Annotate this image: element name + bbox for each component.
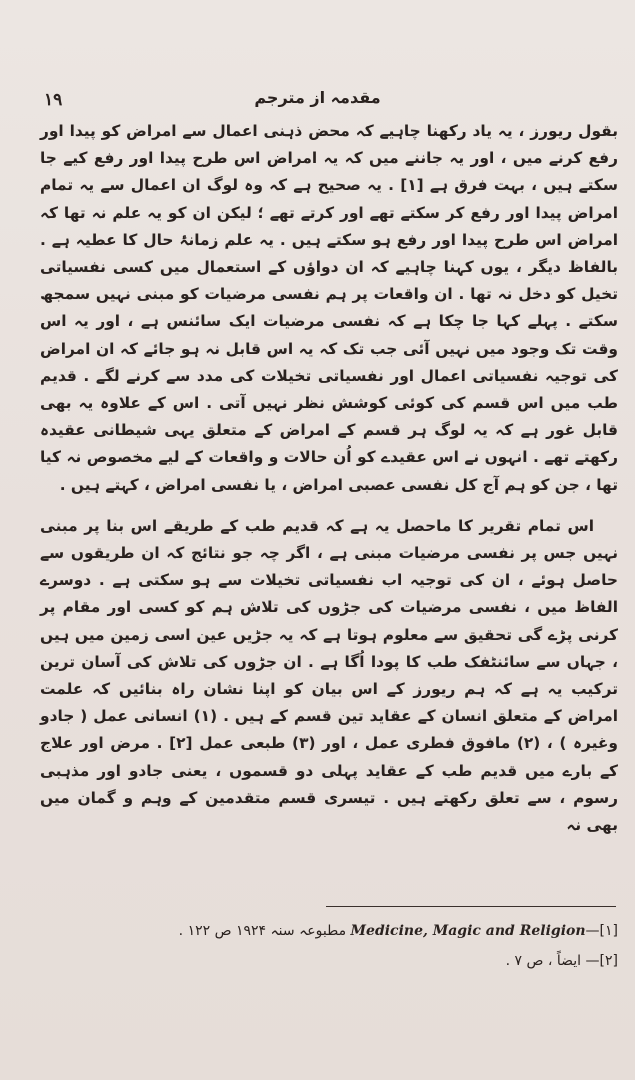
footnote-detail: ایضاً ، ص ۷ .	[505, 953, 582, 969]
page-header	[30, 86, 605, 112]
paragraph-2: اس تمام تقریر کا ماحصل یہ ہے کہ قدیم طب کے طریقے اس بنا پر مبنی نہیں جس پر نفسی مرضیات مبنی ہے ، اگر چہ جو نتائج کہ ان طریقوں سے حاصل ہوئے ، ان کی توجیہ اب نفسیاتی تخیلات سے ہو سکتی ہے . دوسرے الفاظ میں ، نفسی مرضیات کی جڑوں کی تلاش ہم کو کسی اور مقام پر کرنی پڑے گی تحقیق سے معلوم ہوتا ہے کہ یہ جڑیں عین اسی زمین میں ہیں ، جہاں سے سائنٹفک طب کا پودا اُگا ہے . ان جڑوں کی تلاش کی آسان ترین ترکیب یہ ہے کہ ہم ریورز کے اس بیان کو اپنا نشان راہ بنائیں کہ علمت امراض کے متعلق انسان کے عقاید تین قسم کے ہیں . (۱) انسانی عمل ( جادو وغیرہ ) ، (۲) مافوق فطری عمل ، اور (۳) طبعی عمل [۲] . مرض اور علاج کے بارے میں قدیم طب کے عقاید پہلی دو قسموں ، یعنی جادو اور مذہبی رسوم ، سے تعلق رکھتے ہیں . تیسری قسم متقدمین کے وہم و گمان میں بھی نہ	[40, 516, 619, 835]
footnote-2	[40, 946, 618, 976]
footnote-1	[40, 916, 618, 946]
running-title: مقدمہ از مترجم	[254, 88, 381, 107]
footnote-detail: مطبوعہ سنہ ۱۹۲۴ ص ۱۲۲ .	[178, 923, 347, 939]
page-number: ۱۹	[44, 90, 63, 110]
body-text	[40, 118, 618, 839]
footnote-marker: [۲]—	[585, 953, 618, 969]
footnote-book-title: Medicine, Magic and Religion	[350, 923, 586, 939]
paragraph-1: بقول ریورز ، یہ یاد رکھنا چاہیے کہ محض ذہنی اعمال سے امراض کو پیدا اور رفع کرنے میں ، اور یہ جاننے میں کہ یہ امراض اس طرح پیدا اور رفع کیے جا سکتے ہیں ، بہت فرق ہے [۱] . یہ صحیح ہے کہ وہ لوگ ان اعمال سے یہ تمام امراض پیدا اور رفع کر سکتے تھے اور کرتے تھے ؛ لیکن ان کو یہ علم نہ تھا کہ امراض اس طرح پیدا اور رفع ہو سکتے ہیں . یہ علم زمانۂ حال کا عطیہ ہے . بالفاظ دیگر ، یوں کہنا چاہیے کہ ان دواؤں کے استعمال میں کسی نفسیاتی تخیل کو دخل نہ تھا . ان واقعات پر ہم نفسی مرضیات کو مبنی نہیں سمجھ سکتے . پہلے کہا جا چکا ہے کہ نفسی مرضیات ایک سائنس ہے ، اور یہ اس وقت تک وجود میں نہیں آئی جب تک کہ یہ اس قابل نہ ہو جائے کہ ان امراض کی توجیہ نفسیاتی اعمال اور نفسیاتی تخیلات کی مدد سے کرنے لگے . قدیم طب میں اس قسم کی کوئی کوشش نظر نہیں آتی . اس کے علاوہ یہ بھی قابل غور ہے کہ یہ لوگ ہر قسم کے امراض کے متعلق یہی شیطانی عقیدہ رکھتے تھے . انہوں نے اس عقیدے کو اُن حالات و واقعات کے لیے مخصوص نہ کیا تھا ، جن کو ہم آج کل نفسی عصبی امراض ، یا نفسی امراض ، کہتے ہیں .	[40, 122, 618, 494]
footnotes	[40, 916, 618, 976]
footnote-marker: [۱]—	[585, 923, 618, 939]
footnote-divider	[326, 906, 616, 907]
